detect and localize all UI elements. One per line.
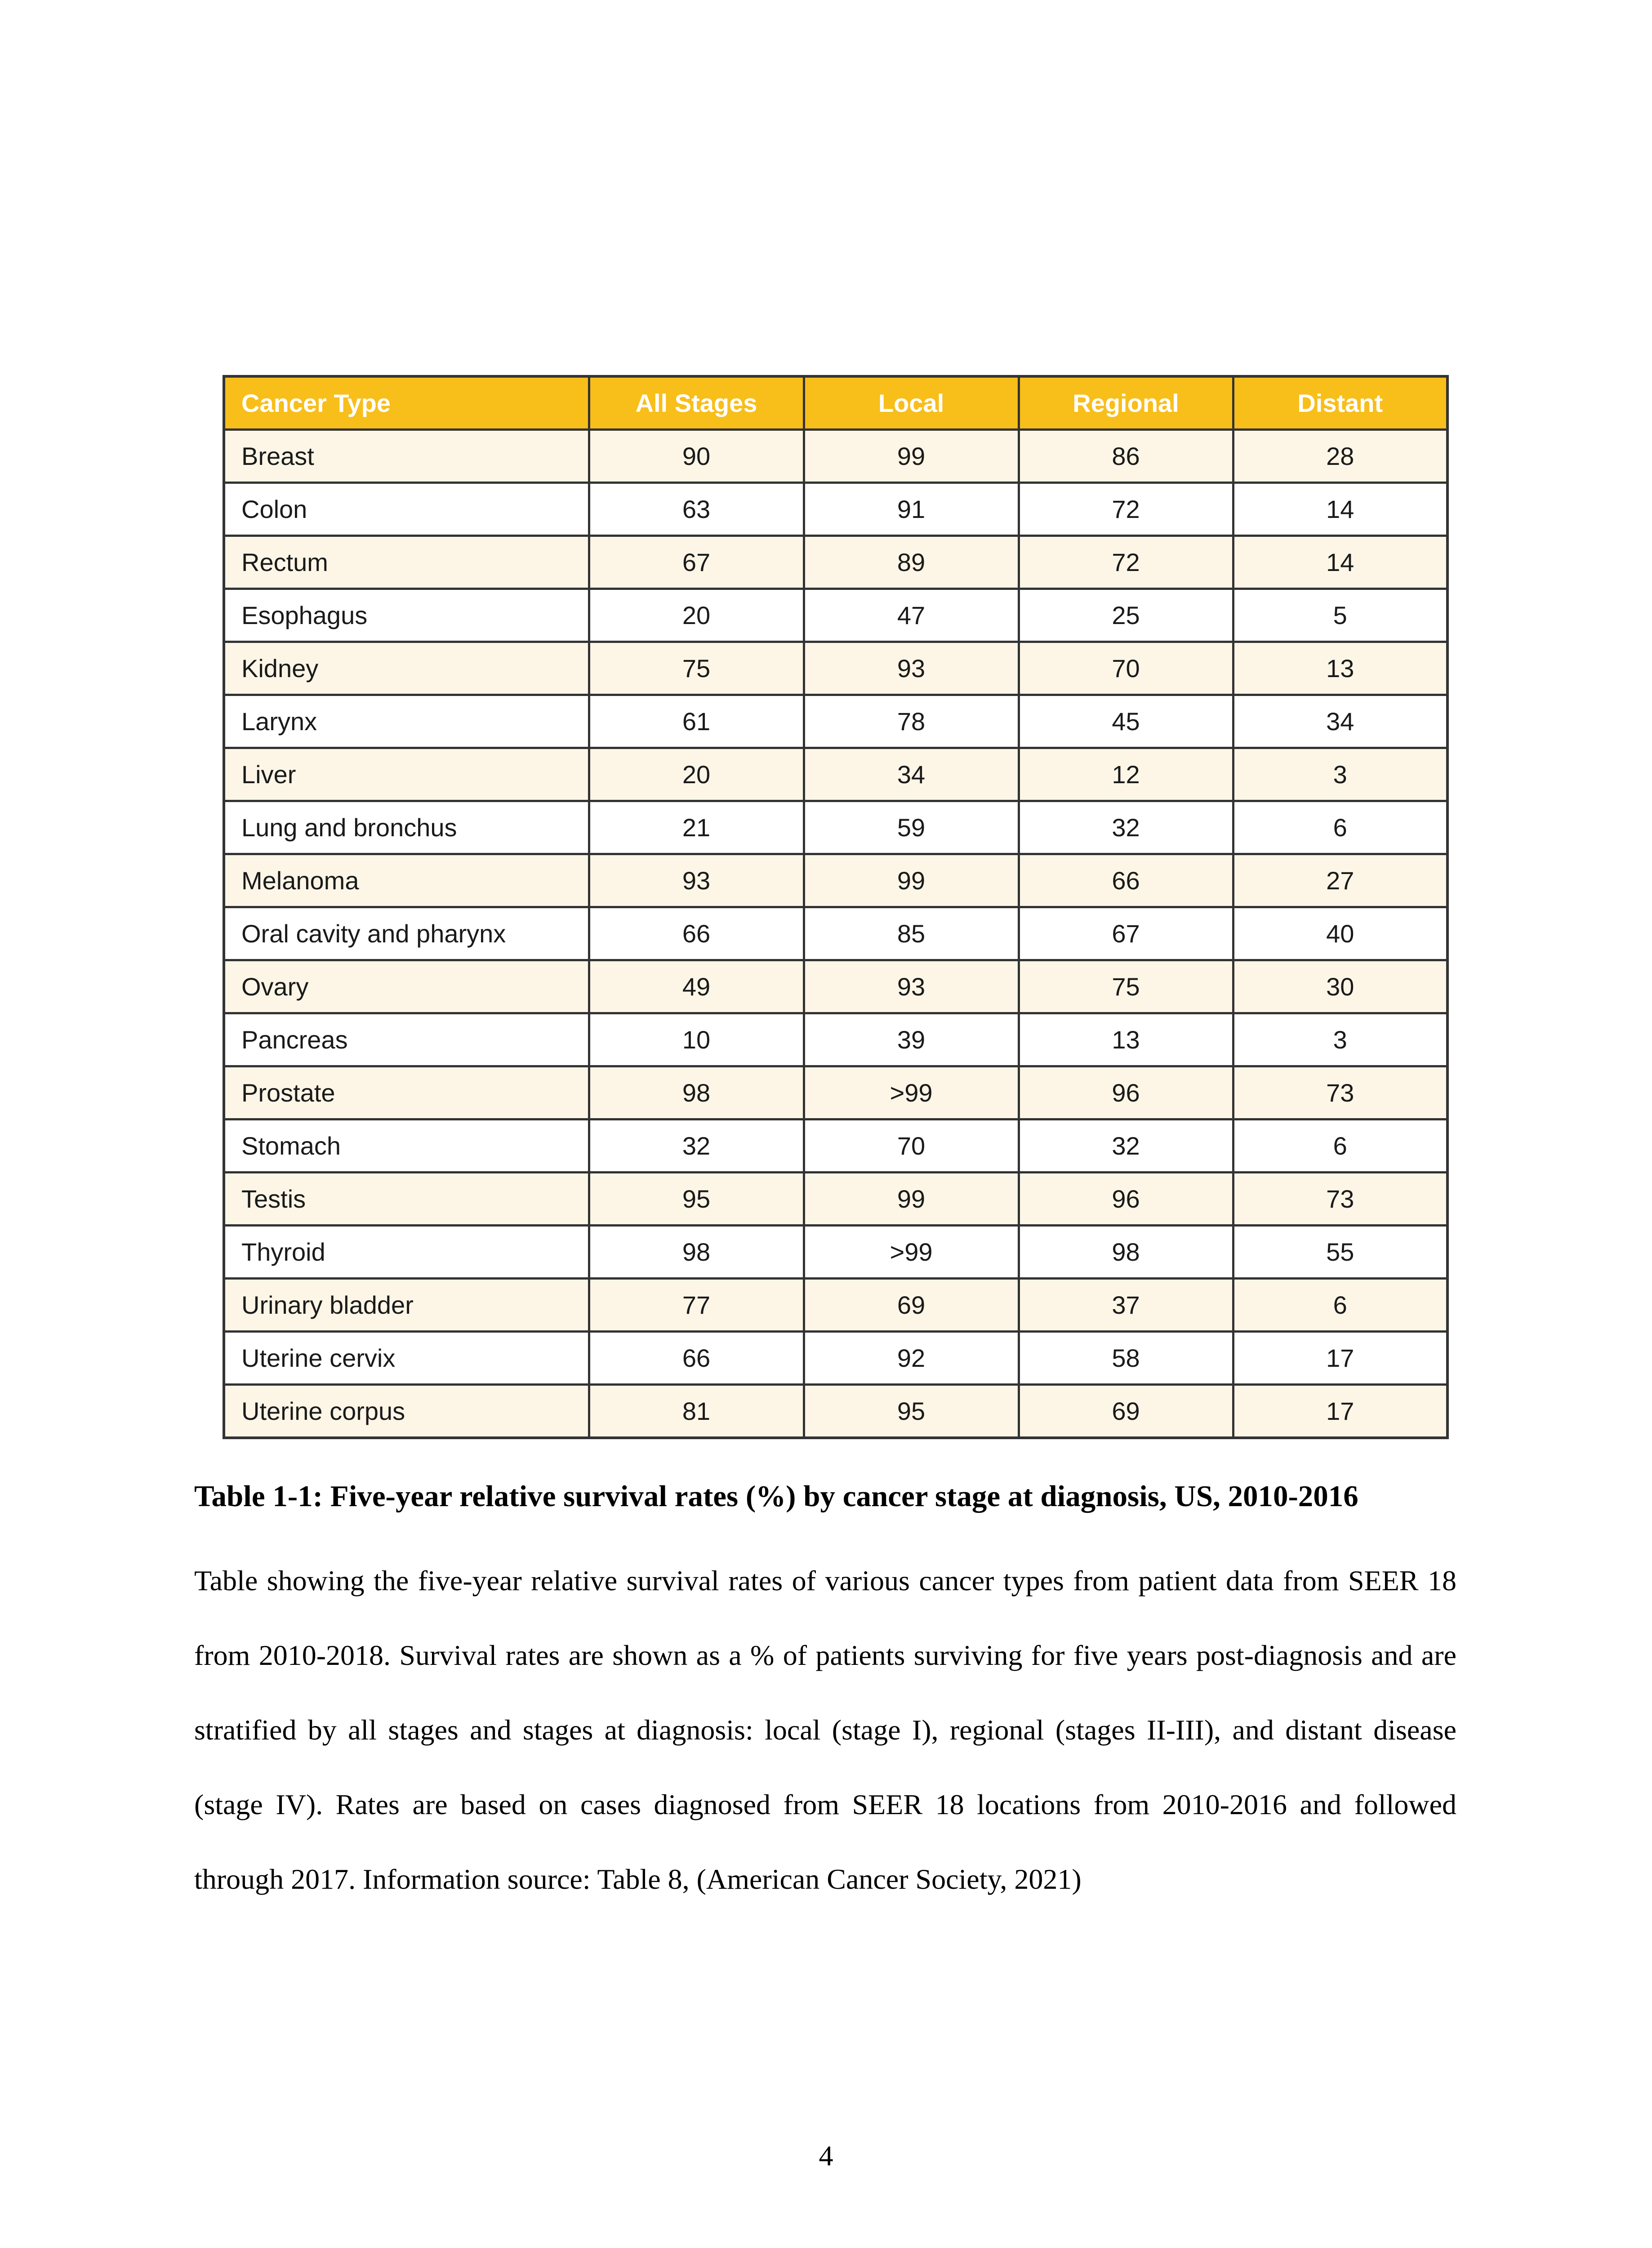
rate-cell: 98 — [1019, 1226, 1233, 1279]
rate-cell: 67 — [1019, 907, 1233, 960]
table-row — [224, 1013, 1447, 1066]
rate-cell: 34 — [804, 748, 1019, 801]
rate-cell: 95 — [589, 1173, 804, 1226]
header-all-stages: All Stages — [589, 376, 804, 430]
rate-cell: 34 — [1233, 695, 1447, 748]
rate-cell: 25 — [1019, 589, 1233, 642]
rate-cell: 73 — [1233, 1066, 1447, 1120]
rate-cell: 13 — [1019, 1013, 1233, 1066]
cancer-type-cell: Esophagus — [224, 589, 589, 642]
survival-rates-table — [223, 375, 1449, 1439]
cancer-type-cell: Stomach — [224, 1120, 589, 1173]
table-row — [224, 536, 1447, 589]
rate-cell: 73 — [1233, 1173, 1447, 1226]
rate-cell: 72 — [1019, 483, 1233, 536]
rate-cell: 32 — [1019, 1120, 1233, 1173]
rate-cell: 40 — [1233, 907, 1447, 960]
cancer-type-cell: Uterine corpus — [224, 1385, 589, 1438]
rate-cell: 10 — [589, 1013, 804, 1066]
table-body — [224, 430, 1447, 1438]
rate-cell: 81 — [589, 1385, 804, 1438]
rate-cell: 12 — [1019, 748, 1233, 801]
table-row — [224, 907, 1447, 960]
rate-cell: 6 — [1233, 1120, 1447, 1173]
table-row — [224, 642, 1447, 695]
rate-cell: 75 — [1019, 960, 1233, 1013]
table-row — [224, 695, 1447, 748]
cancer-type-cell: Rectum — [224, 536, 589, 589]
table-caption: Table 1-1: Five-year relative survival rates (%) by cancer stage at diagnosis, US, 2010-2016 — [194, 1480, 1358, 1513]
rate-cell: 92 — [804, 1332, 1019, 1385]
header-local: Local — [804, 376, 1019, 430]
rate-cell: >99 — [804, 1066, 1019, 1120]
table-row — [224, 960, 1447, 1013]
table-row — [224, 1173, 1447, 1226]
rate-cell: 99 — [804, 430, 1019, 483]
cancer-type-cell: Larynx — [224, 695, 589, 748]
table-row — [224, 854, 1447, 907]
table-row — [224, 1120, 1447, 1173]
rate-cell: 93 — [804, 642, 1019, 695]
rate-cell: 6 — [1233, 1279, 1447, 1332]
cancer-type-cell: Pancreas — [224, 1013, 589, 1066]
rate-cell: 39 — [804, 1013, 1019, 1066]
rate-cell: 91 — [804, 483, 1019, 536]
table-row — [224, 748, 1447, 801]
rate-cell: 85 — [804, 907, 1019, 960]
rate-cell: 78 — [804, 695, 1019, 748]
rate-cell: >99 — [804, 1226, 1019, 1279]
page-number: 4 — [819, 2140, 833, 2172]
table-row — [224, 483, 1447, 536]
cancer-type-cell: Testis — [224, 1173, 589, 1226]
rate-cell: 49 — [589, 960, 804, 1013]
rate-cell: 20 — [589, 748, 804, 801]
rate-cell: 14 — [1233, 483, 1447, 536]
cancer-type-cell: Breast — [224, 430, 589, 483]
cancer-type-cell: Oral cavity and pharynx — [224, 907, 589, 960]
rate-cell: 93 — [804, 960, 1019, 1013]
rate-cell: 3 — [1233, 748, 1447, 801]
rate-cell: 27 — [1233, 854, 1447, 907]
rate-cell: 90 — [589, 430, 804, 483]
rate-cell: 75 — [589, 642, 804, 695]
table-row — [224, 1066, 1447, 1120]
table-row — [224, 1226, 1447, 1279]
cancer-type-cell: Kidney — [224, 642, 589, 695]
rate-cell: 58 — [1019, 1332, 1233, 1385]
rate-cell: 55 — [1233, 1226, 1447, 1279]
rate-cell: 6 — [1233, 801, 1447, 854]
rate-cell: 17 — [1233, 1332, 1447, 1385]
cancer-type-cell: Liver — [224, 748, 589, 801]
rate-cell: 70 — [1019, 642, 1233, 695]
rate-cell: 98 — [589, 1066, 804, 1120]
rate-cell: 66 — [589, 1332, 804, 1385]
header-regional: Regional — [1019, 376, 1233, 430]
rate-cell: 72 — [1019, 536, 1233, 589]
rate-cell: 96 — [1019, 1066, 1233, 1120]
rate-cell: 63 — [589, 483, 804, 536]
cancer-type-cell: Urinary bladder — [224, 1279, 589, 1332]
survival-table-container — [223, 375, 1446, 1425]
table-row — [224, 430, 1447, 483]
rate-cell: 95 — [804, 1385, 1019, 1438]
rate-cell: 77 — [589, 1279, 804, 1332]
rate-cell: 66 — [1019, 854, 1233, 907]
rate-cell: 5 — [1233, 589, 1447, 642]
rate-cell: 98 — [589, 1226, 804, 1279]
rate-cell: 86 — [1019, 430, 1233, 483]
rate-cell: 66 — [589, 907, 804, 960]
table-row — [224, 1385, 1447, 1438]
cancer-type-cell: Lung and bronchus — [224, 801, 589, 854]
rate-cell: 32 — [589, 1120, 804, 1173]
table-description: Table showing the five-year relative survival rates of various cancer types from patient data from SEER 18 from 2010-2018. Survival rates are shown as a % of patients surviving for five years post-diagnosis and are stratified by all stages and stages at diagnosis: local (stage I), regional (stages II-III), and distant disease (stage IV). Rates are based on cases diagnosed from SEER 18 locations from 2010-2016 and followed through 2017. Information source: Table 8, (American Cancer Society, 2021) — [194, 1565, 1456, 1895]
cancer-type-cell: Ovary — [224, 960, 589, 1013]
rate-cell: 69 — [804, 1279, 1019, 1332]
rate-cell: 67 — [589, 536, 804, 589]
rate-cell: 3 — [1233, 1013, 1447, 1066]
table-row — [224, 1332, 1447, 1385]
rate-cell: 99 — [804, 1173, 1019, 1226]
rate-cell: 89 — [804, 536, 1019, 589]
rate-cell: 17 — [1233, 1385, 1447, 1438]
rate-cell: 96 — [1019, 1173, 1233, 1226]
rate-cell: 69 — [1019, 1385, 1233, 1438]
table-row — [224, 1279, 1447, 1332]
rate-cell: 61 — [589, 695, 804, 748]
rate-cell: 70 — [804, 1120, 1019, 1173]
table-row — [224, 801, 1447, 854]
rate-cell: 21 — [589, 801, 804, 854]
cancer-type-cell: Prostate — [224, 1066, 589, 1120]
rate-cell: 45 — [1019, 695, 1233, 748]
cancer-type-cell: Melanoma — [224, 854, 589, 907]
cancer-type-cell: Colon — [224, 483, 589, 536]
rate-cell: 99 — [804, 854, 1019, 907]
table-row — [224, 589, 1447, 642]
rate-cell: 32 — [1019, 801, 1233, 854]
rate-cell: 59 — [804, 801, 1019, 854]
rate-cell: 47 — [804, 589, 1019, 642]
cancer-type-cell: Uterine cervix — [224, 1332, 589, 1385]
rate-cell: 13 — [1233, 642, 1447, 695]
header-distant: Distant — [1233, 376, 1447, 430]
table-header-row — [224, 376, 1447, 430]
rate-cell: 30 — [1233, 960, 1447, 1013]
rate-cell: 93 — [589, 854, 804, 907]
rate-cell: 20 — [589, 589, 804, 642]
cancer-type-cell: Thyroid — [224, 1226, 589, 1279]
rate-cell: 37 — [1019, 1279, 1233, 1332]
rate-cell: 28 — [1233, 430, 1447, 483]
rate-cell: 14 — [1233, 536, 1447, 589]
header-cancer-type: Cancer Type — [224, 376, 589, 430]
